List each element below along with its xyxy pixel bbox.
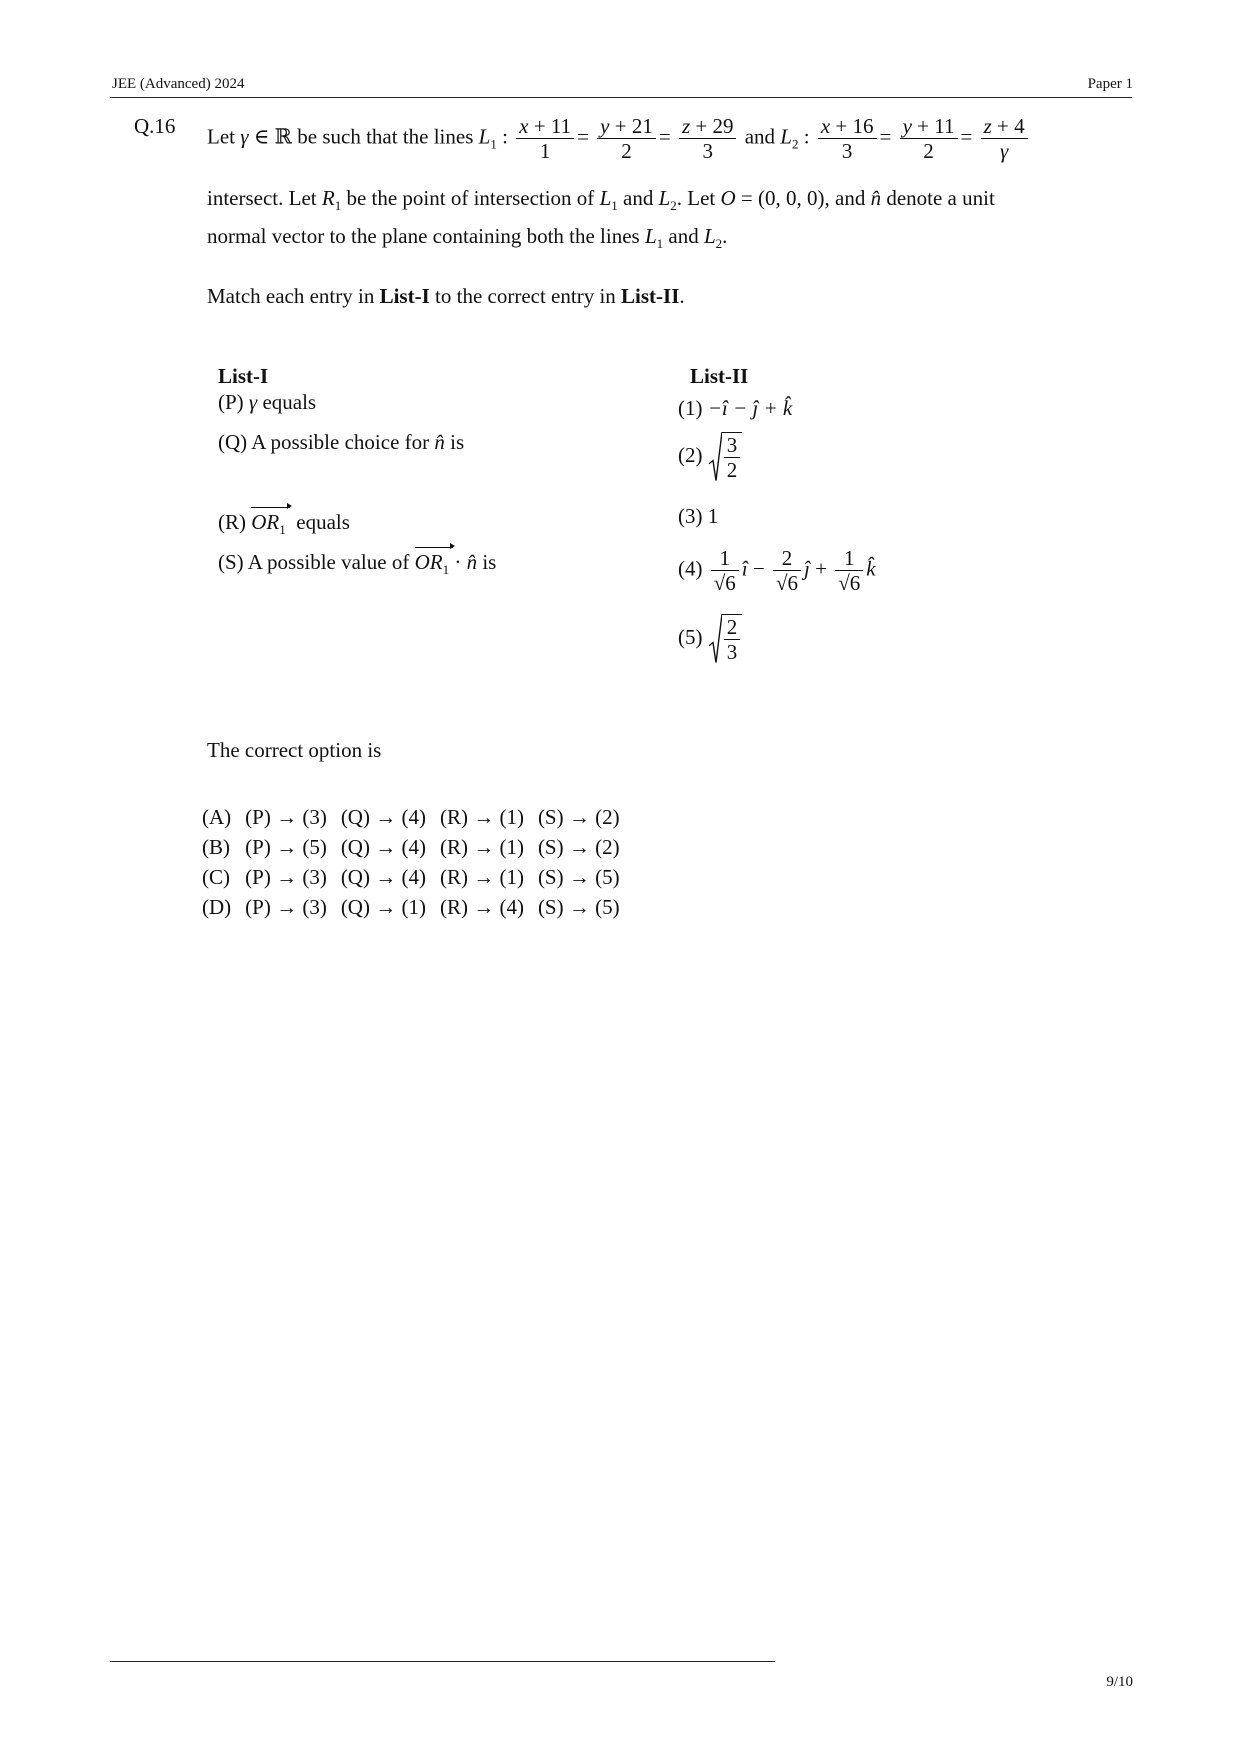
option-match: (P) → (3)	[245, 804, 327, 829]
list2-item-5: (5) $\frac{2}{3}$	[678, 614, 742, 664]
header-rule	[110, 97, 1132, 98]
option-label: (A)	[202, 804, 232, 829]
list1-item-p: (P) γ equals	[218, 390, 317, 414]
option-match: (P) → (3)	[245, 894, 327, 919]
list2-item-1: (1) −î − ĵ + k̂	[678, 396, 793, 420]
option-match: (Q) → (1)	[340, 894, 426, 919]
question-number: Q.16	[134, 114, 176, 138]
option-match: (R) → (4)	[439, 894, 524, 919]
option-c[interactable]	[202, 862, 634, 892]
option-match: (Q) → (4)	[340, 804, 426, 829]
correct-option-prompt: The correct option is	[207, 738, 382, 762]
sqrt-symbol: $\frac{2}{3}$	[708, 614, 743, 664]
option-label: (C)	[202, 864, 230, 889]
list2-heading: List-II	[690, 364, 749, 388]
list1-item-q: (Q) A possible choice for n̂ is	[218, 430, 465, 454]
option-match: (P) → (3)	[245, 864, 327, 889]
match-instruction: Match each entry in List-I to the correct entry in List-II.	[207, 284, 685, 308]
option-match: (S) → (5)	[537, 864, 620, 889]
exam-title: JEE (Advanced) 2024	[112, 76, 245, 92]
list2-item-4: (4) $\frac{1}{√6}$ î − $\frac{2}{√6}$ ĵ + $\frac{1}{√6}$ k̂	[678, 546, 876, 596]
options-table	[202, 802, 634, 922]
question-stem-line-2: intersect. Let $R_1$ be the point of intersection of $L_1$ and $L_2$. Let O = (0, 0, 0), and n̂ denote a unit	[207, 186, 995, 213]
option-match: (P) → (5)	[245, 834, 327, 859]
sqrt-symbol: $\frac{3}{2}$	[708, 432, 743, 482]
option-match: (S) → (2)	[537, 804, 620, 829]
list1-item-s: (S) A possible value of $OR_1$ · n̂ is	[218, 550, 497, 577]
option-match: (R) → (1)	[439, 864, 524, 889]
footer-rule	[110, 1661, 775, 1662]
question-stem-line-3: normal vector to the plane containing both the lines $L_1$ and $L_2$.	[207, 224, 728, 251]
option-match: (Q) → (4)	[340, 834, 426, 859]
option-match: (Q) → (4)	[340, 864, 426, 889]
list1-heading: List-I	[218, 364, 269, 388]
page-number: 9/10	[1106, 1674, 1133, 1690]
list1-item-r: (R) $OR_1$ equals	[218, 510, 350, 537]
option-label: (D)	[202, 894, 232, 919]
option-match: (R) → (1)	[439, 804, 524, 829]
option-a[interactable]	[202, 802, 634, 832]
option-b[interactable]	[202, 832, 634, 862]
option-match: (R) → (1)	[439, 834, 524, 859]
option-match: (S) → (2)	[537, 834, 620, 859]
question-stem-line-1: Let γ ∈ ℝ be such that the lines $L_1$ : $\frac{x + 11}{1}$ = $\frac{y + 21}{2}$ = $\frac{z + 29}{3}$ and $L_2$ : $\frac{x + 16}{3}$ = $\frac{y + 11}{2}$ = $\frac{z + 4}{\gamma}$	[207, 114, 1031, 163]
option-label: (B)	[202, 834, 230, 859]
option-match: (S) → (5)	[537, 894, 620, 919]
paper-label: Paper 1	[1087, 76, 1133, 92]
list2-item-2: (2) $\frac{3}{2}$	[678, 432, 742, 482]
option-d[interactable]	[202, 892, 634, 922]
list2-item-3: (3) 1	[678, 504, 719, 528]
